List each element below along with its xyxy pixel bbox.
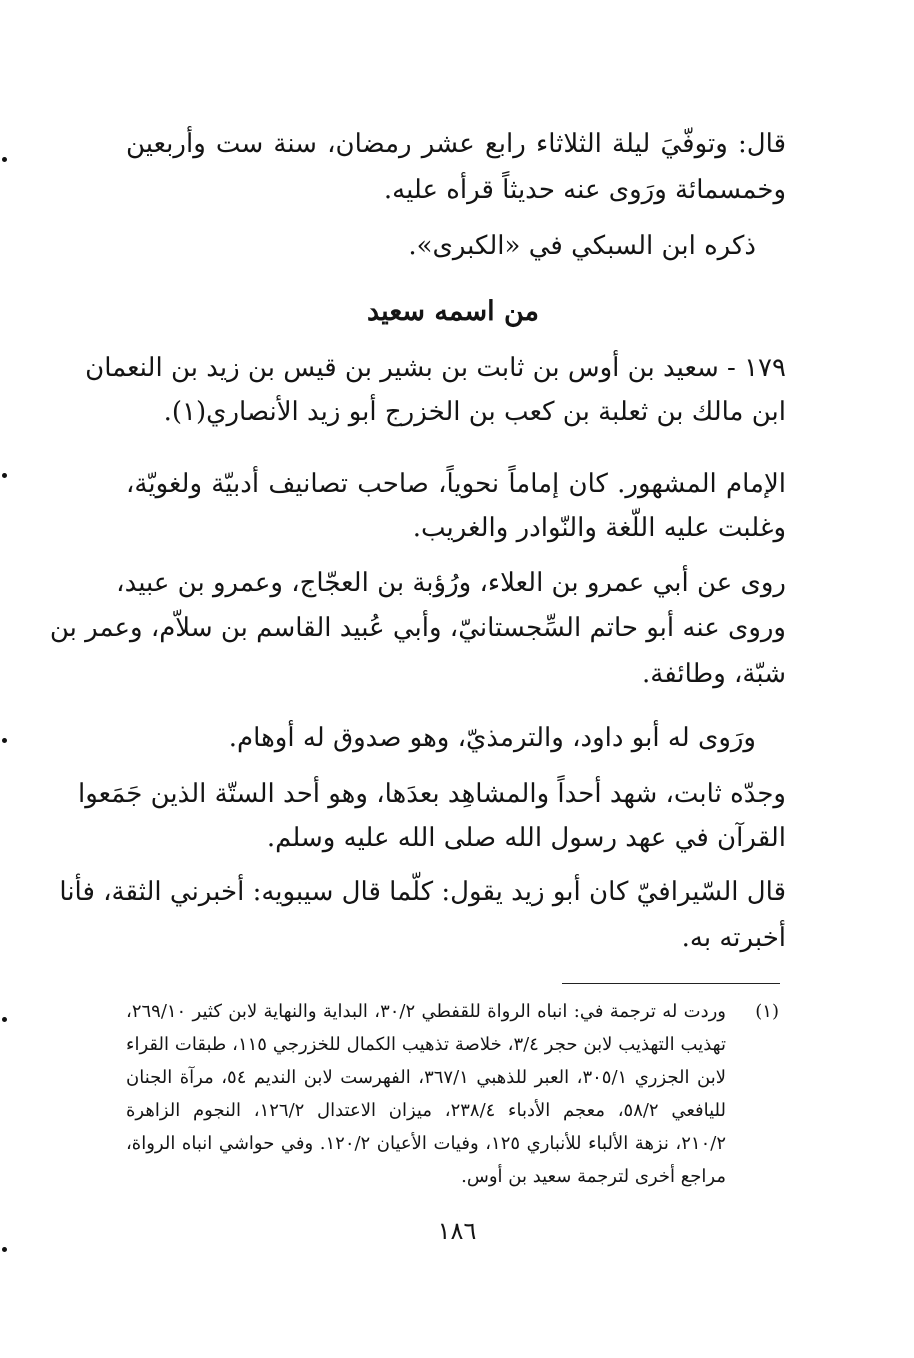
text-line: وروى عنه أبو حاتم السِّجستانيّ، وأبي عُبيد القاسم بن سلاّم، وعمر بن	[49, 613, 786, 643]
text-line: قال: وتوفّيَ ليلة الثلاثاء رابع عشر رمضان، سنة ست وأربعين	[126, 129, 786, 159]
text-line: قال السّيرافيّ كان أبو زيد يقول: كلّما قال سيبويه: أخبرني الثقة، فأنا	[59, 877, 786, 907]
footnote-line: تهذيب التهذيب لابن حجر ٣/٤، خلاصة تذهيب الكمال للخزرجي ١١٥، طبقات القراء	[126, 1034, 726, 1055]
text-line: شبّة، وطائفة.	[642, 659, 786, 689]
text-line: روى عن أبي عمرو بن العلاء، ورُؤبة بن العجّاج، وعمرو بن عبيد،	[116, 568, 786, 598]
text-line: وجدّه ثابت، شهد أحداً والمشاهِد بعدَها، وهو أحد الستّة الذين جَمَعوا	[78, 779, 786, 809]
scan-mark	[2, 473, 7, 478]
text-line: وغلبت عليه اللّغة والنّوادر والغريب.	[412, 513, 786, 543]
footnote-number: (١)	[755, 1001, 779, 1022]
text-line: أخبرته به.	[681, 923, 786, 953]
text-line: وخمسمائة ورَوى عنه حديثاً قرأه عليه.	[383, 175, 786, 205]
footnote-line: ٢١٠/٢، نزهة الألباء للأنباري ١٢٥، وفيات الأعيان ١٢٠/٢. وفي حواشي انباه الرواة،	[126, 1133, 726, 1154]
page-number: ١٨٦	[437, 1217, 477, 1245]
footnote-line: وردت له ترجمة في: انباه الرواة للقفطي ٣٠/٢، البداية والنهاية لابن كثير ٢٦٩/١٠،	[126, 1001, 726, 1022]
text-line: ذكره ابن السبكي في «الكبرى».	[408, 231, 756, 261]
footnote-line: مراجع أخرى لترجمة سعيد بن أوس.	[461, 1166, 726, 1187]
text-line: الإمام المشهور. كان إماماً نحوياً، صاحب تصانيف أدبيّة ولغويّة،	[126, 469, 786, 499]
footnote-line: لابن الجزري ٣٠٥/١، العبر للذهبي ٣٦٧/١، الفهرست لابن النديم ٥٤، مرآة الجنان	[126, 1067, 726, 1088]
footnote-line: لليافعي ٥٨/٢، معجم الأدباء ٢٣٨/٤، ميزان الاعتدال ١٢٦/٢، النجوم الزاهرة	[126, 1100, 727, 1121]
scan-mark	[2, 738, 7, 743]
entry-title-line: ١٧٩ - سعيد بن أوس بن ثابت بن بشير بن قيس بن زيد بن النعمان	[85, 353, 786, 383]
text-line: ورَوى له أبو داود، والترمذيّ، وهو صدوق له أوهام.	[228, 723, 756, 753]
entry-title-line: ابن مالك بن ثعلبة بن كعب بن الخزرج أبو زيد الأنصاري(١).	[163, 397, 786, 427]
scan-mark	[2, 1247, 7, 1252]
scan-mark	[2, 1017, 7, 1022]
section-heading: من اسمه سعيد	[367, 296, 539, 327]
text-line: القرآن في عهد رسول الله صلى الله عليه وسلم.	[266, 823, 786, 853]
footnote-separator	[562, 983, 780, 984]
scan-mark	[2, 157, 7, 162]
